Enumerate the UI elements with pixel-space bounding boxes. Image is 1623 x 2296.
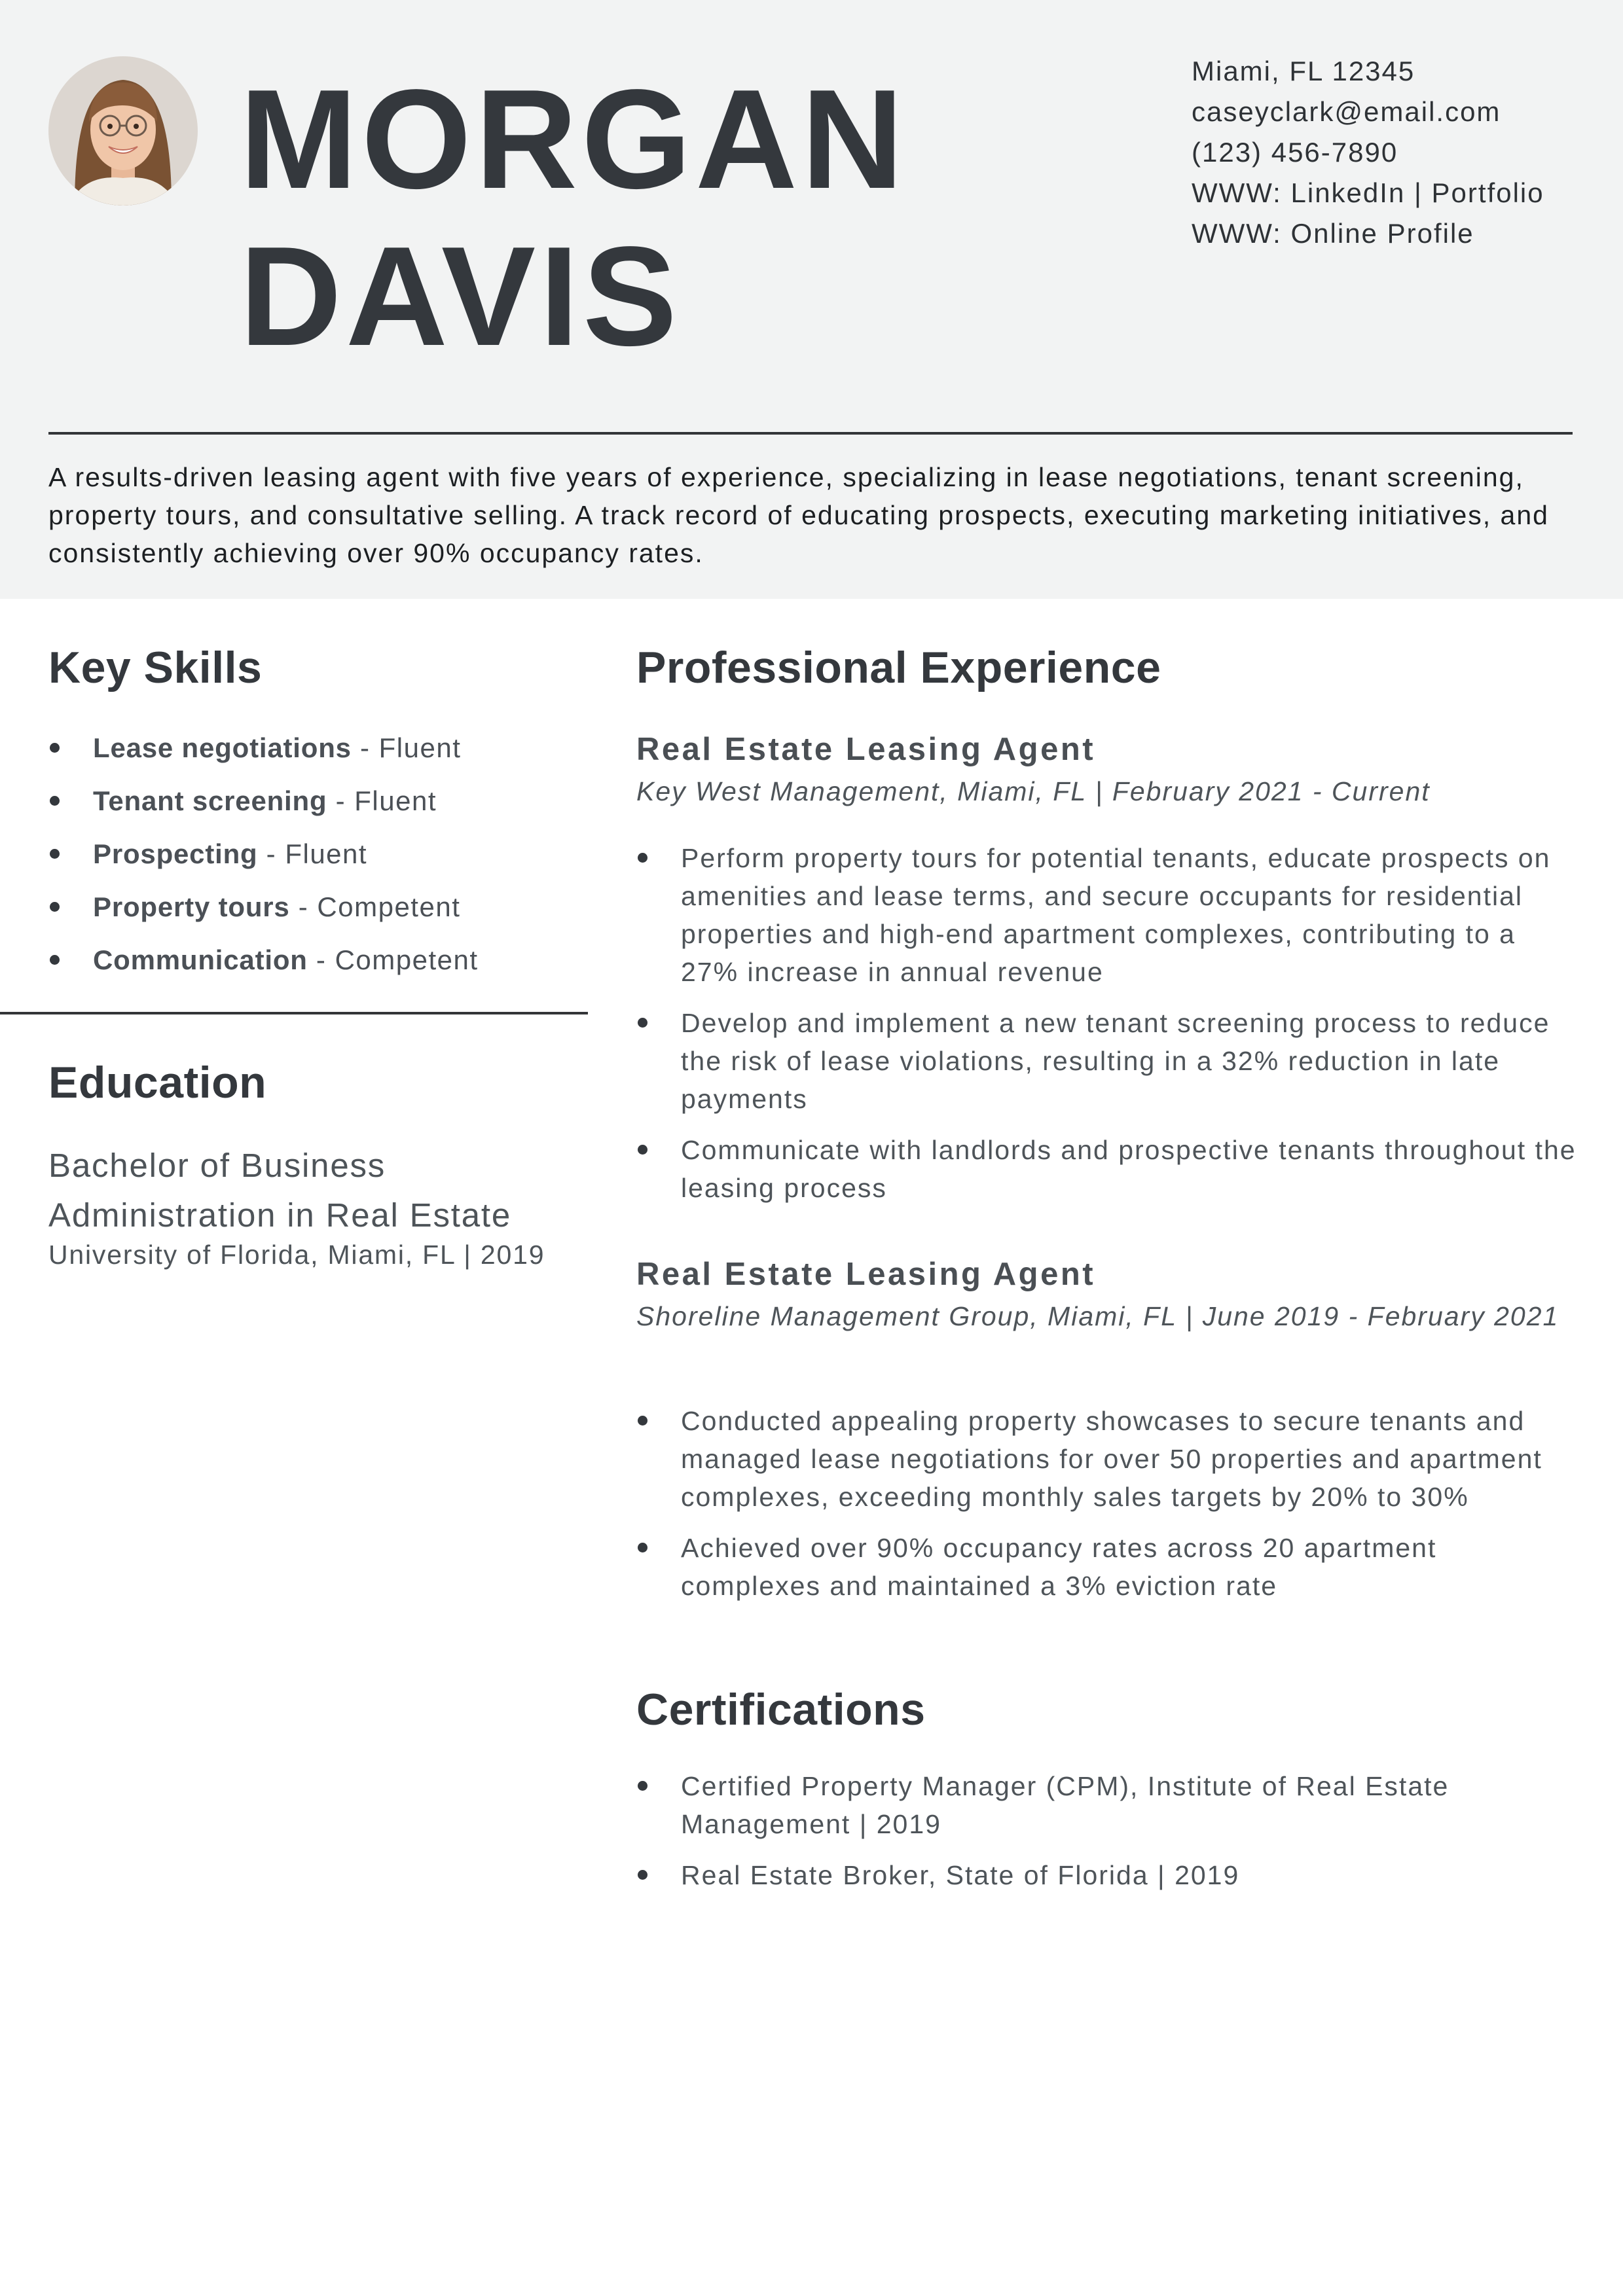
bullet-icon [50,902,60,912]
job-meta: Shoreline Management Group, Miami, FL | June 2019 - February 2021 [636,1301,1559,1331]
header-band [0,0,1623,599]
bullet-text: Achieved over 90% occupancy rates across 20 apartment complexes and maintained a 3% eviction rate [681,1533,1437,1601]
bullet-icon [50,796,60,806]
skill-level: - Fluent [327,785,437,816]
skill-item [48,721,585,774]
contact-phone: (123) 456-7890 [1192,137,1398,168]
bullet-icon [50,743,60,753]
skill-level: - Competent [289,891,461,922]
skill-item [48,827,585,880]
education-school: University of Florida, Miami, FL | 2019 [48,1240,545,1270]
contact-profile[interactable]: WWW: Online Profile [1192,218,1474,249]
certification-text: Real Estate Broker, State of Florida | 2019 [681,1860,1240,1890]
skill-item [48,880,585,933]
bullet-icon [50,849,60,859]
skill-level: - Fluent [351,732,462,763]
bullet-icon [638,1543,647,1552]
certification-item [636,1856,1579,1894]
job-bullet [636,1529,1579,1605]
education-degree: Bachelor of Business Administration in Real Estate [48,1147,512,1234]
experience-heading: Professional Experience [636,643,1161,692]
job-meta: Key West Management, Miami, FL | February 2021 - Current [636,776,1431,806]
certification-item [636,1767,1579,1843]
bullet-text: Conducted appealing property showcases to secure tenants and managed lease negotiations for over 50 properties and apartment complexes, exceeding monthly sales targets by 20% to 30% [681,1406,1542,1512]
bullet-text: Communicate with landlords and prospective tenants throughout the leasing process [681,1135,1577,1203]
certifications-heading: Certifications [636,1685,926,1734]
education-heading: Education [48,1058,267,1107]
job-bullet [636,1131,1579,1207]
skill-name: Tenant screening [93,785,327,816]
skill-item [48,774,585,827]
skill-item [48,933,585,986]
job-bullets [636,839,1579,1220]
name-first: MORGAN [240,60,907,218]
bullet-icon [638,1416,647,1426]
header-divider [48,432,1573,435]
avatar [48,56,198,206]
skill-name: Prospecting [93,838,258,869]
bullet-icon [50,955,60,965]
job-title: Real Estate Leasing Agent [636,732,1096,767]
bullet-icon [638,1145,647,1155]
contact-email[interactable]: caseyclark@email.com [1192,96,1501,127]
contact-location: Miami, FL 12345 [1192,56,1415,86]
candidate-name [240,60,907,374]
contact-links[interactable]: WWW: LinkedIn | Portfolio [1192,177,1544,208]
job-title: Real Estate Leasing Agent [636,1257,1096,1292]
name-last: DAVIS [240,217,682,375]
skill-level: - Fluent [257,838,368,869]
job-bullet [636,839,1579,991]
bullet-icon [638,1781,647,1791]
bullet-text: Develop and implement a new tenant screening process to reduce the risk of lease violations, resulting in a 32% reduction in late payments [681,1008,1550,1114]
bullet-icon [638,1018,647,1028]
skills-heading: Key Skills [48,643,263,692]
left-column-divider [0,1012,588,1014]
certification-text: Certified Property Manager (CPM), Institute of Real Estate Management | 2019 [681,1771,1450,1839]
bullet-text: Perform property tours for potential tenants, educate prospects on amenities and lease terms, and secure occupants for residential properties and high-end apartment complexes, contributing to a 27% increase in annual revenue [681,843,1551,987]
job-bullet [636,1402,1579,1516]
skill-name: Communication [93,944,308,975]
profile-photo [48,56,198,206]
skill-level: - Competent [307,944,479,975]
summary-text: A results-driven leasing agent with five years of experience, specializing in lease negotiations, tenant screening, property tours, and consultative selling. A track record of educating prospects, executing marketing initiatives, and consistently achieving over 90% occupancy rates. [48,462,1549,568]
bullet-icon [638,853,647,863]
contact-block [1192,51,1544,254]
skill-name: Property tours [93,891,290,922]
job-bullets [636,1402,1579,1618]
certifications-list [636,1767,1579,1907]
job-bullet [636,1004,1579,1118]
skills-list [48,721,585,986]
skill-name: Lease negotiations [93,732,352,763]
bullet-icon [638,1870,647,1880]
